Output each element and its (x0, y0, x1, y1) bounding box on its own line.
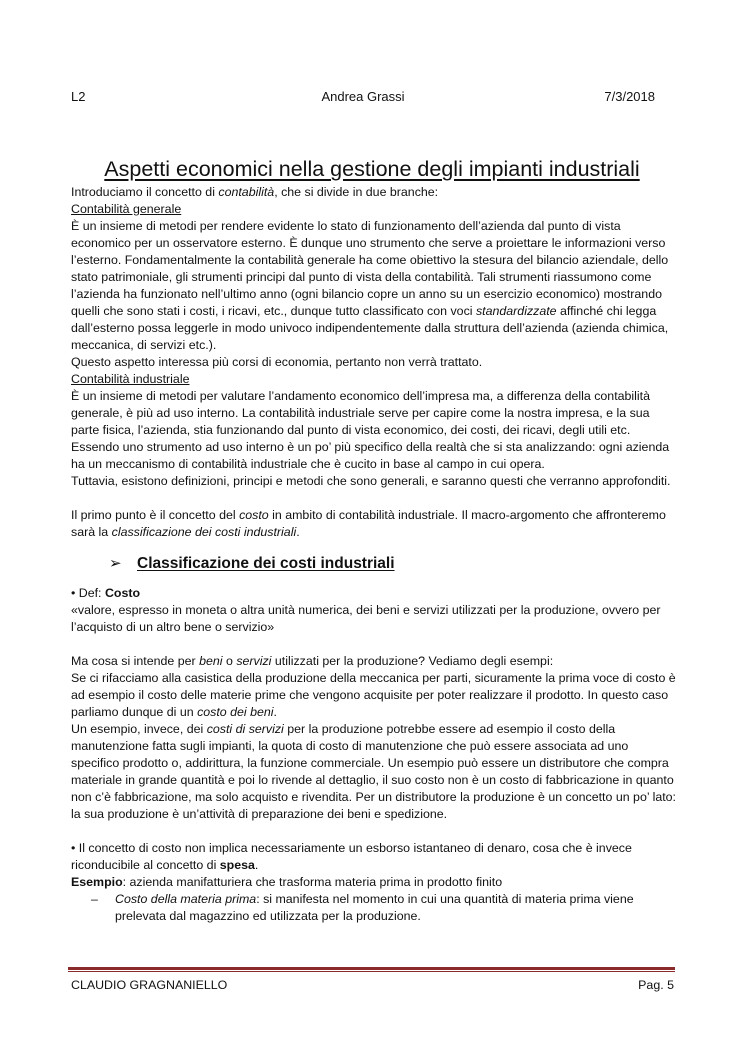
paragraph-text: . (273, 705, 277, 719)
footer-divider (68, 967, 675, 970)
intro-text-end: , che si divide in due branche: (274, 185, 439, 199)
contabilita-industriale-paragraph-3: Tuttavia, esistono definizioni, principi e metodi che sono generali, e saranno questi che verranno approfonditi. (71, 474, 671, 488)
document-body (71, 184, 677, 925)
italic-term: beni (199, 654, 223, 668)
spacer (71, 490, 677, 507)
footer-page-number: Pag. 5 (638, 978, 674, 992)
header-author: Andrea Grassi (321, 89, 405, 104)
intro-term: contabilità (218, 185, 275, 199)
contabilita-industriale-paragraph-2: Essendo uno strumento ad uso interno è un po’ più specifico della realtà che si sta analizzando: ogni azienda ha un meccanismo di contabilità industriale che è cucito in base al campo in cui opera. (71, 440, 670, 471)
esempio-label: Esempio (71, 875, 123, 889)
costo-servizi-paragraph (71, 721, 677, 823)
spesa-paragraph (71, 840, 677, 874)
paragraph-text: affinché chi legga dall’esterno possa leggerle in modo univoco indipendentemente dalla struttura dell’azienda (azienda chimica, meccanica, di servizi etc.). (71, 304, 669, 352)
section-heading-text: Classificazione dei costi industriali (137, 554, 395, 572)
paragraph-text: o (222, 654, 237, 668)
italic-term: costo (239, 508, 269, 522)
page-footer (71, 977, 674, 995)
definition-text: «valore, espresso in moneta o altra unità numerica, dei beni e servizi utilizzati per la produzione, ovvero per l’acquisto di un altro bene o servizio» (71, 603, 661, 634)
italic-term: standardizzate (475, 304, 557, 318)
spacer (71, 636, 677, 653)
page-header (71, 88, 655, 106)
definition-term: Costo (104, 586, 141, 600)
footer-author: CLAUDIO GRAGNANIELLO (71, 978, 228, 992)
paragraph-text: in ambito di contabilità industriale. Il macro-argomento che affronteremo sarà la (71, 508, 666, 539)
bold-term: spesa (219, 858, 255, 872)
paragraph-text: utilizzati per la produzione? Vediamo degli esempi: (271, 654, 554, 668)
subheading-contabilita-generale: Contabilità generale (71, 202, 182, 216)
italic-term: classificazione dei costi industriali (111, 525, 297, 539)
section-heading-classificazione (71, 541, 677, 585)
italic-term: costi di servizi (206, 722, 284, 736)
italic-term: Costo della materia prima (115, 892, 257, 906)
paragraph-text: È un insieme di metodi per rendere evidente lo stato di funzionamento dell’azienda dal punto di vista economico per un osservatore esterno. È dunque uno strumento che serve a proiettare le informazioni verso l’esterno. Fondamentalmente la contabilità generale ha come obiettivo la stesura del bilancio aziendale, dello stato patrimoniale, gli strumenti principi dal punto di vista della contabilità. Tali strumenti riassumono come l’azienda ha funzionato nell’ultimo anno (ogni bilancio copre un anno su un esercizio economico) mostrando quelli che sono stati i costi, i ricavi, etc., dunque tutto classificato con voci (71, 219, 669, 318)
paragraph-text: . (296, 525, 300, 539)
intro-text: Introduciamo il concetto di (71, 185, 219, 199)
beni-servizi-question (71, 653, 677, 670)
dash-bullet: – (91, 892, 98, 906)
paragraph-text: Un esempio, invece, dei (71, 722, 207, 736)
italic-term: costo dei beni (197, 705, 274, 719)
subheading-contabilita-industriale: Contabilità industriale (71, 372, 190, 386)
definition-line (71, 585, 677, 602)
intro-paragraph (71, 184, 677, 201)
paragraph-text: Il primo punto è il concetto del (71, 508, 240, 522)
primo-punto-paragraph (71, 507, 677, 541)
list-item (71, 891, 677, 925)
page-title: Aspetti economici nella gestione degli impianti industriali (104, 157, 640, 182)
paragraph-text: per la produzione potrebbe essere ad esempio il costo della manutenzione fatta sugli impianti, la quota di costo di manutenzione che può essere associata ad uno specifico prodotto o, addirittura, la funzione commerciale. Un esempio può essere un distributore che compra materiale in grande quantità e poi lo rivende al dettaglio, il suo costo non è un costo di fabbricazione in quanto non c’è fabbricazione, ma solo acquisto e rivendita. Per un distributore la produzione è un concetto un po’ lato: la sua produzione è un’attività di preparazione dei beni e spedizione. (71, 722, 676, 821)
paragraph-text: Ma cosa si intende per (71, 654, 200, 668)
header-date: 7/3/2018 (604, 89, 655, 104)
esempio-text: : azienda manifatturiera che trasforma materia prima in prodotto finito (122, 875, 503, 889)
paragraph-text: Se ci rifacciamo alla casistica della produzione della meccanica per parti, sicuramente la prima voce di costo è ad esempio il costo delle materie prime che vengono acquisite per poter realizzare il prodotto. In questo caso parliamo dunque di un (71, 671, 676, 719)
paragraph-text: • Il concetto di costo non implica necessariamente un esborso istantaneo di denaro, cosa che è invece riconducibile al concetto di (71, 841, 632, 872)
costo-beni-paragraph (71, 670, 677, 721)
contabilita-industriale-paragraph-1: È un insieme di metodi per valutare l’andamento economico dell’impresa ma, a differenza della contabilità generale, è più ad uso interno. La contabilità industriale serve per capire come la nostra impresa, e la sua parte fisica, l’azienda, stia funzionando dal punto di vista economico, dei costi, dei ricavi, degli utili etc. (71, 389, 651, 437)
paragraph-text: . (254, 858, 259, 872)
header-course-code: L2 (71, 89, 86, 104)
esempio-line (71, 874, 677, 891)
contabilita-generale-note: Questo aspetto interessa più corsi di economia, pertanto non verrà trattato. (71, 355, 483, 369)
italic-term: servizi (236, 654, 272, 668)
list-item-text (115, 891, 677, 925)
paragraph-text: : si manifesta nel momento in cui una quantità di materia prima viene prelevata dal magazzino ed utilizzata per la produzione. (115, 892, 634, 923)
footer-divider-thin (68, 971, 675, 972)
contabilita-generale-paragraph (71, 218, 677, 354)
spacer (71, 823, 677, 840)
arrow-bullet-icon: ➢ (109, 554, 122, 572)
definition-prefix: • Def: (71, 586, 105, 600)
